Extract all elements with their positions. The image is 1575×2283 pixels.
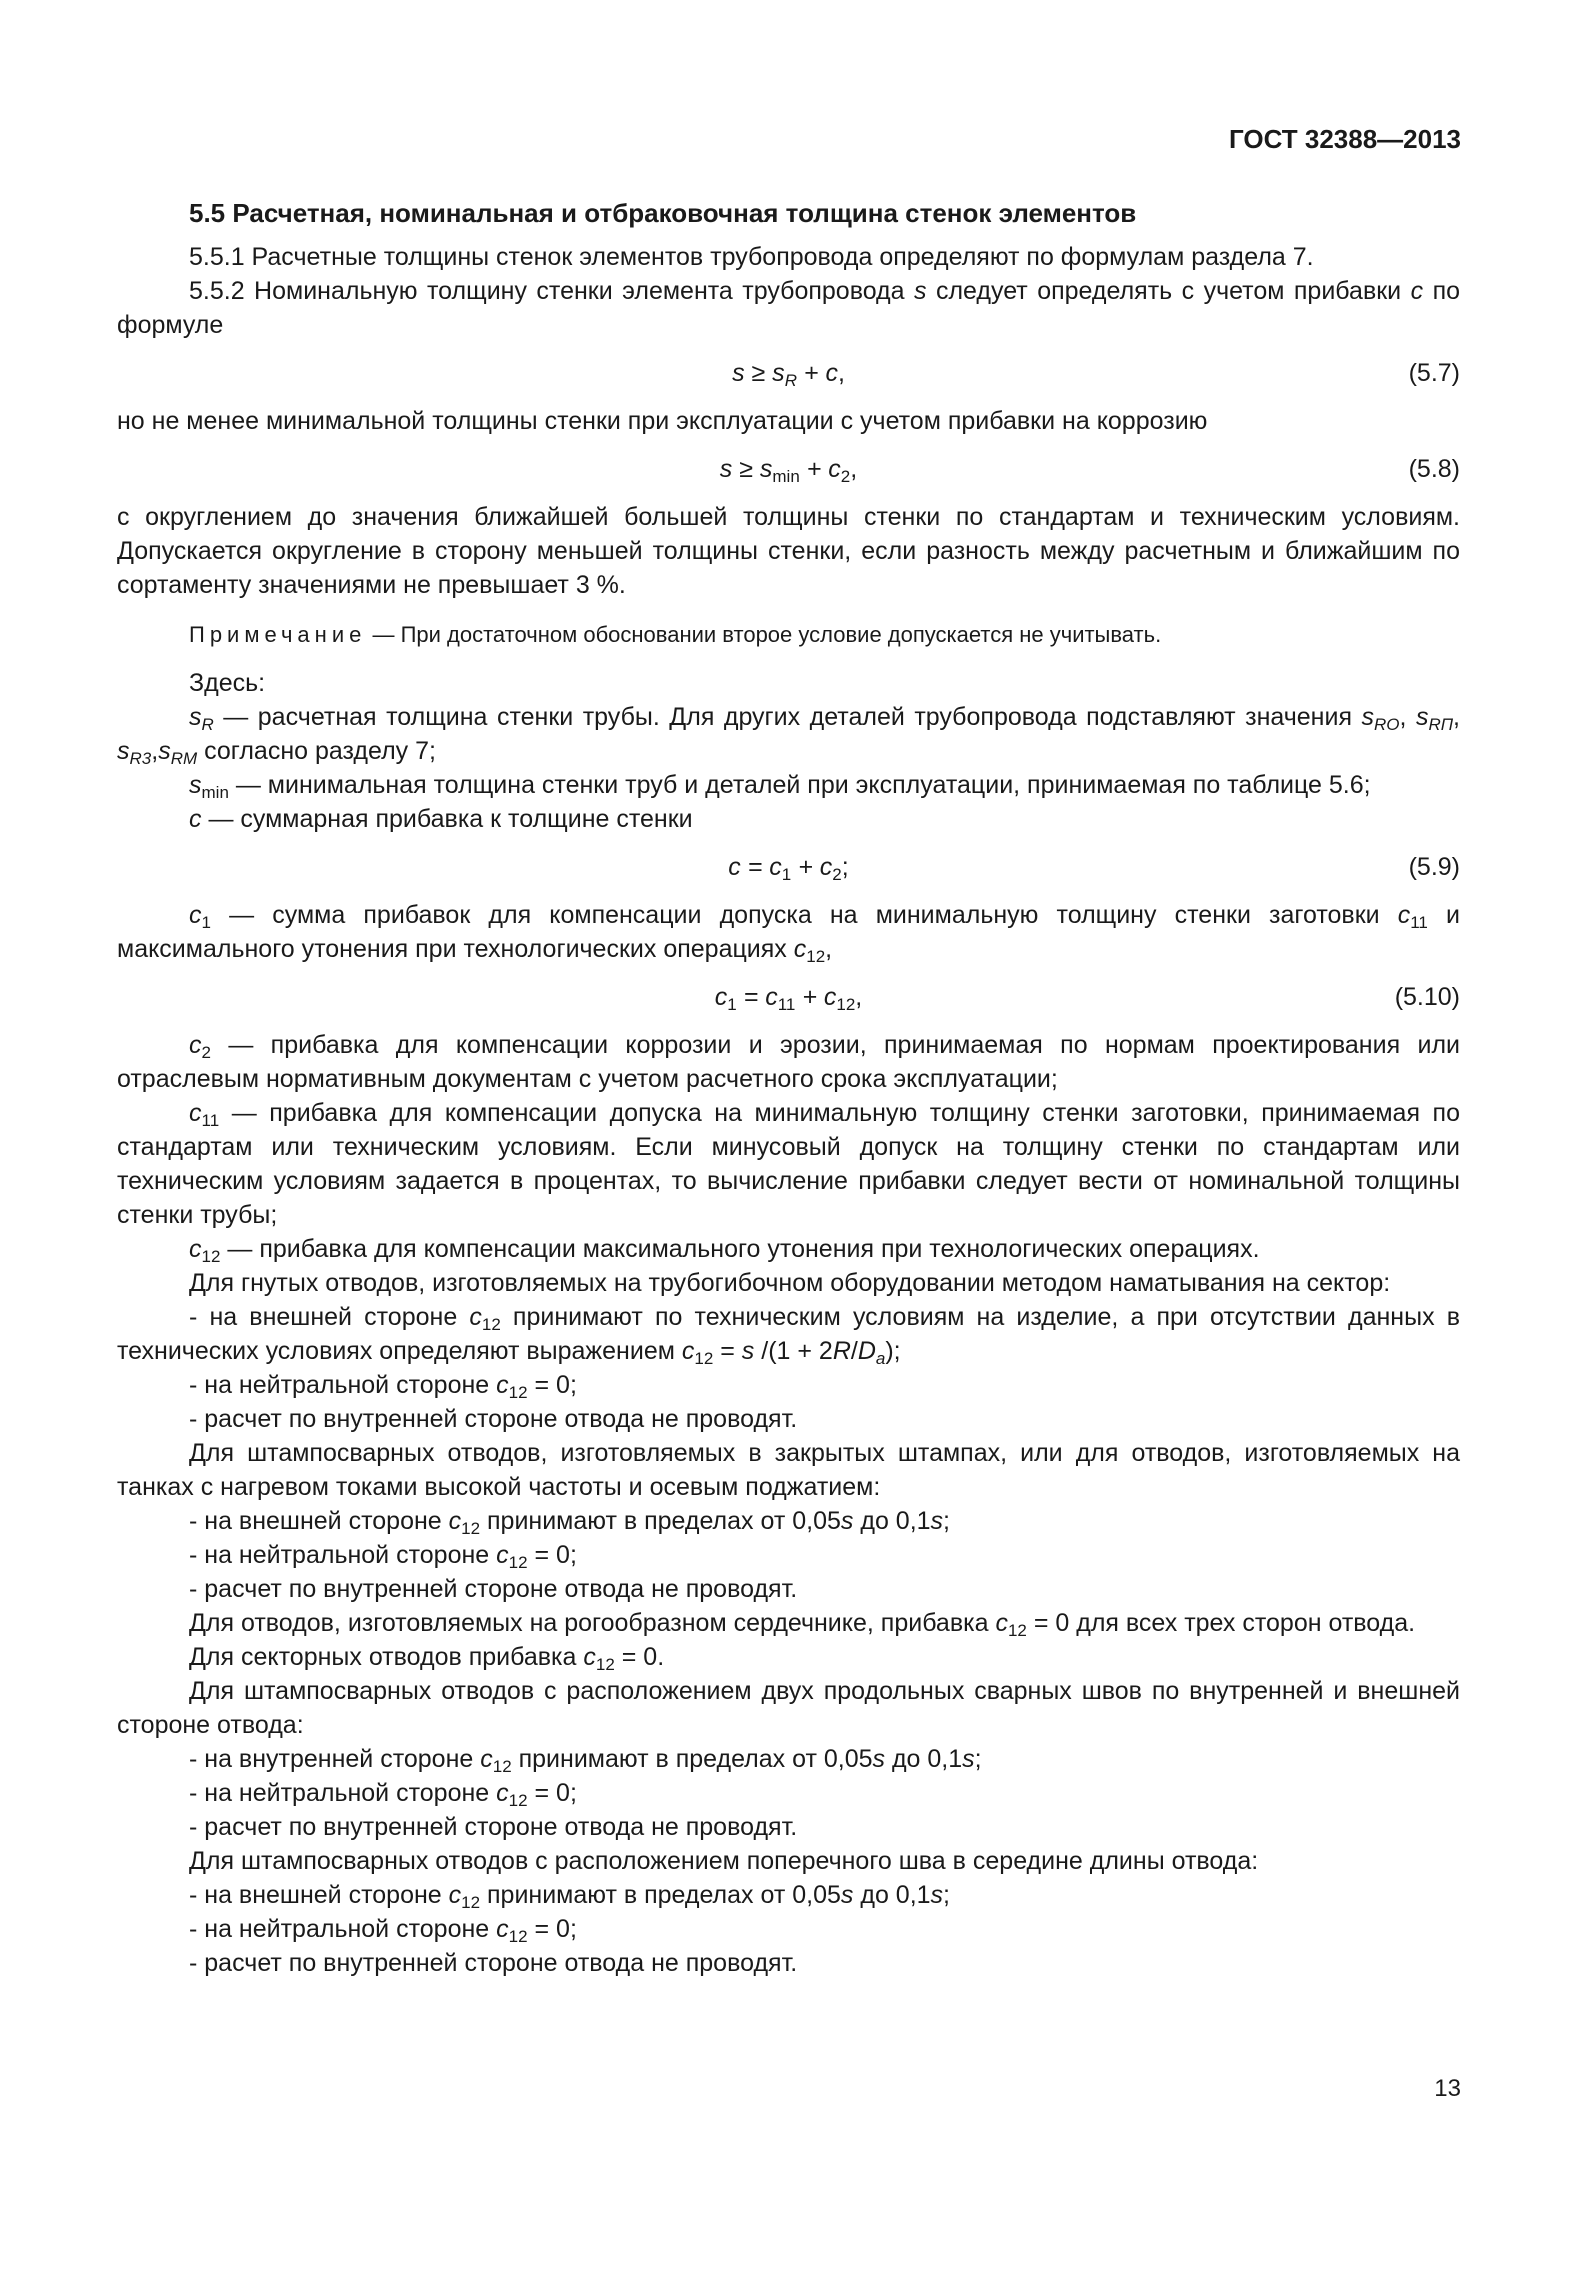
long-seam-inner: - на внутренней стороне $c_{12}$ принимают в пределах от 0,05s до 0,1s;: [189, 1745, 982, 1776]
def-c: c — суммарная прибавка к толщине стенки: [189, 805, 693, 833]
equation-5-9: [117, 850, 1460, 884]
equation-5-7: [117, 356, 1460, 390]
note: Примечание — При достаточном обосновании второе условие допускается не учитывать.: [189, 622, 1162, 647]
cross-seam-outer: - на внешней стороне $c_{12}$ принимают в пределах от 0,05s до 0,1s;: [189, 1881, 950, 1912]
bent-intro: Для гнутых отводов, изготовляемых на трубогибочном оборудовании методом наматывания на сектор:: [189, 1269, 1391, 1297]
page-content: [117, 196, 1460, 1980]
equation-5-10: [117, 980, 1460, 1014]
paragraph-rounding: с округлением до значения ближайшей большей толщины стенки по стандартам и техническим условиям. Допускается округление в сторону меньшей толщины стенки, если разность между расчетным и ближайшим по сортаменту значениями не превышает 3 %.: [117, 503, 1460, 599]
long-seam-neutral: - на нейтральной стороне $c_{12} = 0$;: [189, 1779, 577, 1810]
stamp-inner: - расчет по внутренней стороне отвода не проводят.: [189, 1575, 798, 1603]
section-title: 5.5 Расчетная, номинальная и отбраковочная толщина стенок элементов: [189, 198, 1137, 228]
stamp-neutral: - на нейтральной стороне $c_{12} = 0$;: [189, 1541, 577, 1572]
paragraph-5-5-1: 5.5.1 Расчетные толщины стенок элементов трубопровода определяют по формулам раздела 7.: [189, 243, 1314, 271]
cross-seam-inner: - расчет по внутренней стороне отвода не проводят.: [189, 1949, 798, 1977]
equation-5-8: [117, 452, 1460, 486]
long-seam-no-inner: - расчет по внутренней стороне отвода не проводят.: [189, 1813, 798, 1841]
def-sR: $s_R$ — расчетная толщина стенки трубы. Для других деталей трубопровода подставляют значения $s_{RO}$, $s_{RП}$, $s_{R3},s_{RM}$ согласно разделу 7;: [117, 703, 1460, 768]
bent-outer: - на внешней стороне $c_{12}$ принимают по техническим условиям на изделие, а при отсутствии данных в технических условиях определяют выражением $c_{12} = s$ $/(1 + 2R/D_a)$;: [117, 1303, 1460, 1368]
formula: $s \ge s_{min} + c_2$,: [719, 455, 858, 486]
horn-paragraph: Для отводов, изготовляемых на рогообразном сердечнике, прибавка $c_{12} = 0$ для всех трех сторон отвода.: [189, 1609, 1416, 1640]
equation-number: (5.10): [1394, 983, 1460, 1011]
formula: $s \ge s_R + c$,: [732, 359, 845, 390]
document-id: ГОСТ 32388—2013: [1229, 124, 1461, 154]
def-c1: $c_1$ — сумма прибавок для компенсации допуска на минимальную толщину стенки заготовки $c_{11}$ и максимального утонения при технологических операциях $c_{12}$,: [117, 901, 1460, 966]
here-label: Здесь:: [189, 669, 266, 697]
def-c12: $c_{12}$ — прибавка для компенсации максимального утонения при технологических операциях.: [189, 1235, 1260, 1266]
formula: $c_1 = c_{11} + c_{12}$,: [714, 983, 863, 1014]
equation-number: (5.7): [1408, 359, 1460, 387]
paragraph-min-thickness: но не менее минимальной толщины стенки при эксплуатации с учетом прибавки на коррозию: [117, 407, 1208, 435]
cross-seam-neutral: - на нейтральной стороне $c_{12} = 0$;: [189, 1915, 577, 1946]
long-seam-intro: Для штампосварных отводов с расположением двух продольных сварных швов по внутренней и внешней стороне отвода:: [117, 1677, 1460, 1739]
paragraph-5-5-2: 5.5.2 Номинальную толщину стенки элемента трубопровода s следует определять с учетом прибавки c по формуле: [117, 277, 1461, 339]
def-c11: $c_{11}$ — прибавка для компенсации допуска на минимальную толщину стенки заготовки, принимаемая по стандартам или техническим условиям. Если минусовый допуск на толщину стенки по стандартам или техническим условиям задается в процентах, то вычисление прибавки следует вести от номинальной толщины стенки трубы;: [117, 1099, 1460, 1229]
bent-inner: - расчет по внутренней стороне отвода не проводят.: [189, 1405, 798, 1433]
cross-seam-intro: Для штампосварных отводов с расположением поперечного шва в середине длины отвода:: [189, 1847, 1259, 1875]
def-c2: $c_2$ — прибавка для компенсации коррозии и эрозии, принимаемая по нормам проектирования или отраслевым нормативным документам с учетом расчетного срока эксплуатации;: [117, 1031, 1460, 1093]
stamp-intro: Для штампосварных отводов, изготовляемых в закрытых штампах, или для отводов, изготовляемых на танках с нагревом токами высокой частоты и осевым поджатием:: [117, 1439, 1460, 1501]
stamp-outer: - на внешней стороне $c_{12}$ принимают в пределах от 0,05s до 0,1s;: [189, 1507, 950, 1538]
def-smin: $s_{min}$ — минимальная толщина стенки труб и деталей при эксплуатации, принимаемая по таблице 5.6;: [189, 771, 1371, 802]
equation-number: (5.8): [1408, 455, 1460, 483]
sector-paragraph: Для секторных отводов прибавка $c_{12} = 0$.: [189, 1643, 665, 1674]
formula: $c = c_1 + c_2$;: [728, 853, 849, 884]
page-number: 13: [1434, 2075, 1461, 2102]
equation-number: (5.9): [1408, 853, 1460, 881]
bent-neutral: - на нейтральной стороне $c_{12} = 0$;: [189, 1371, 577, 1402]
